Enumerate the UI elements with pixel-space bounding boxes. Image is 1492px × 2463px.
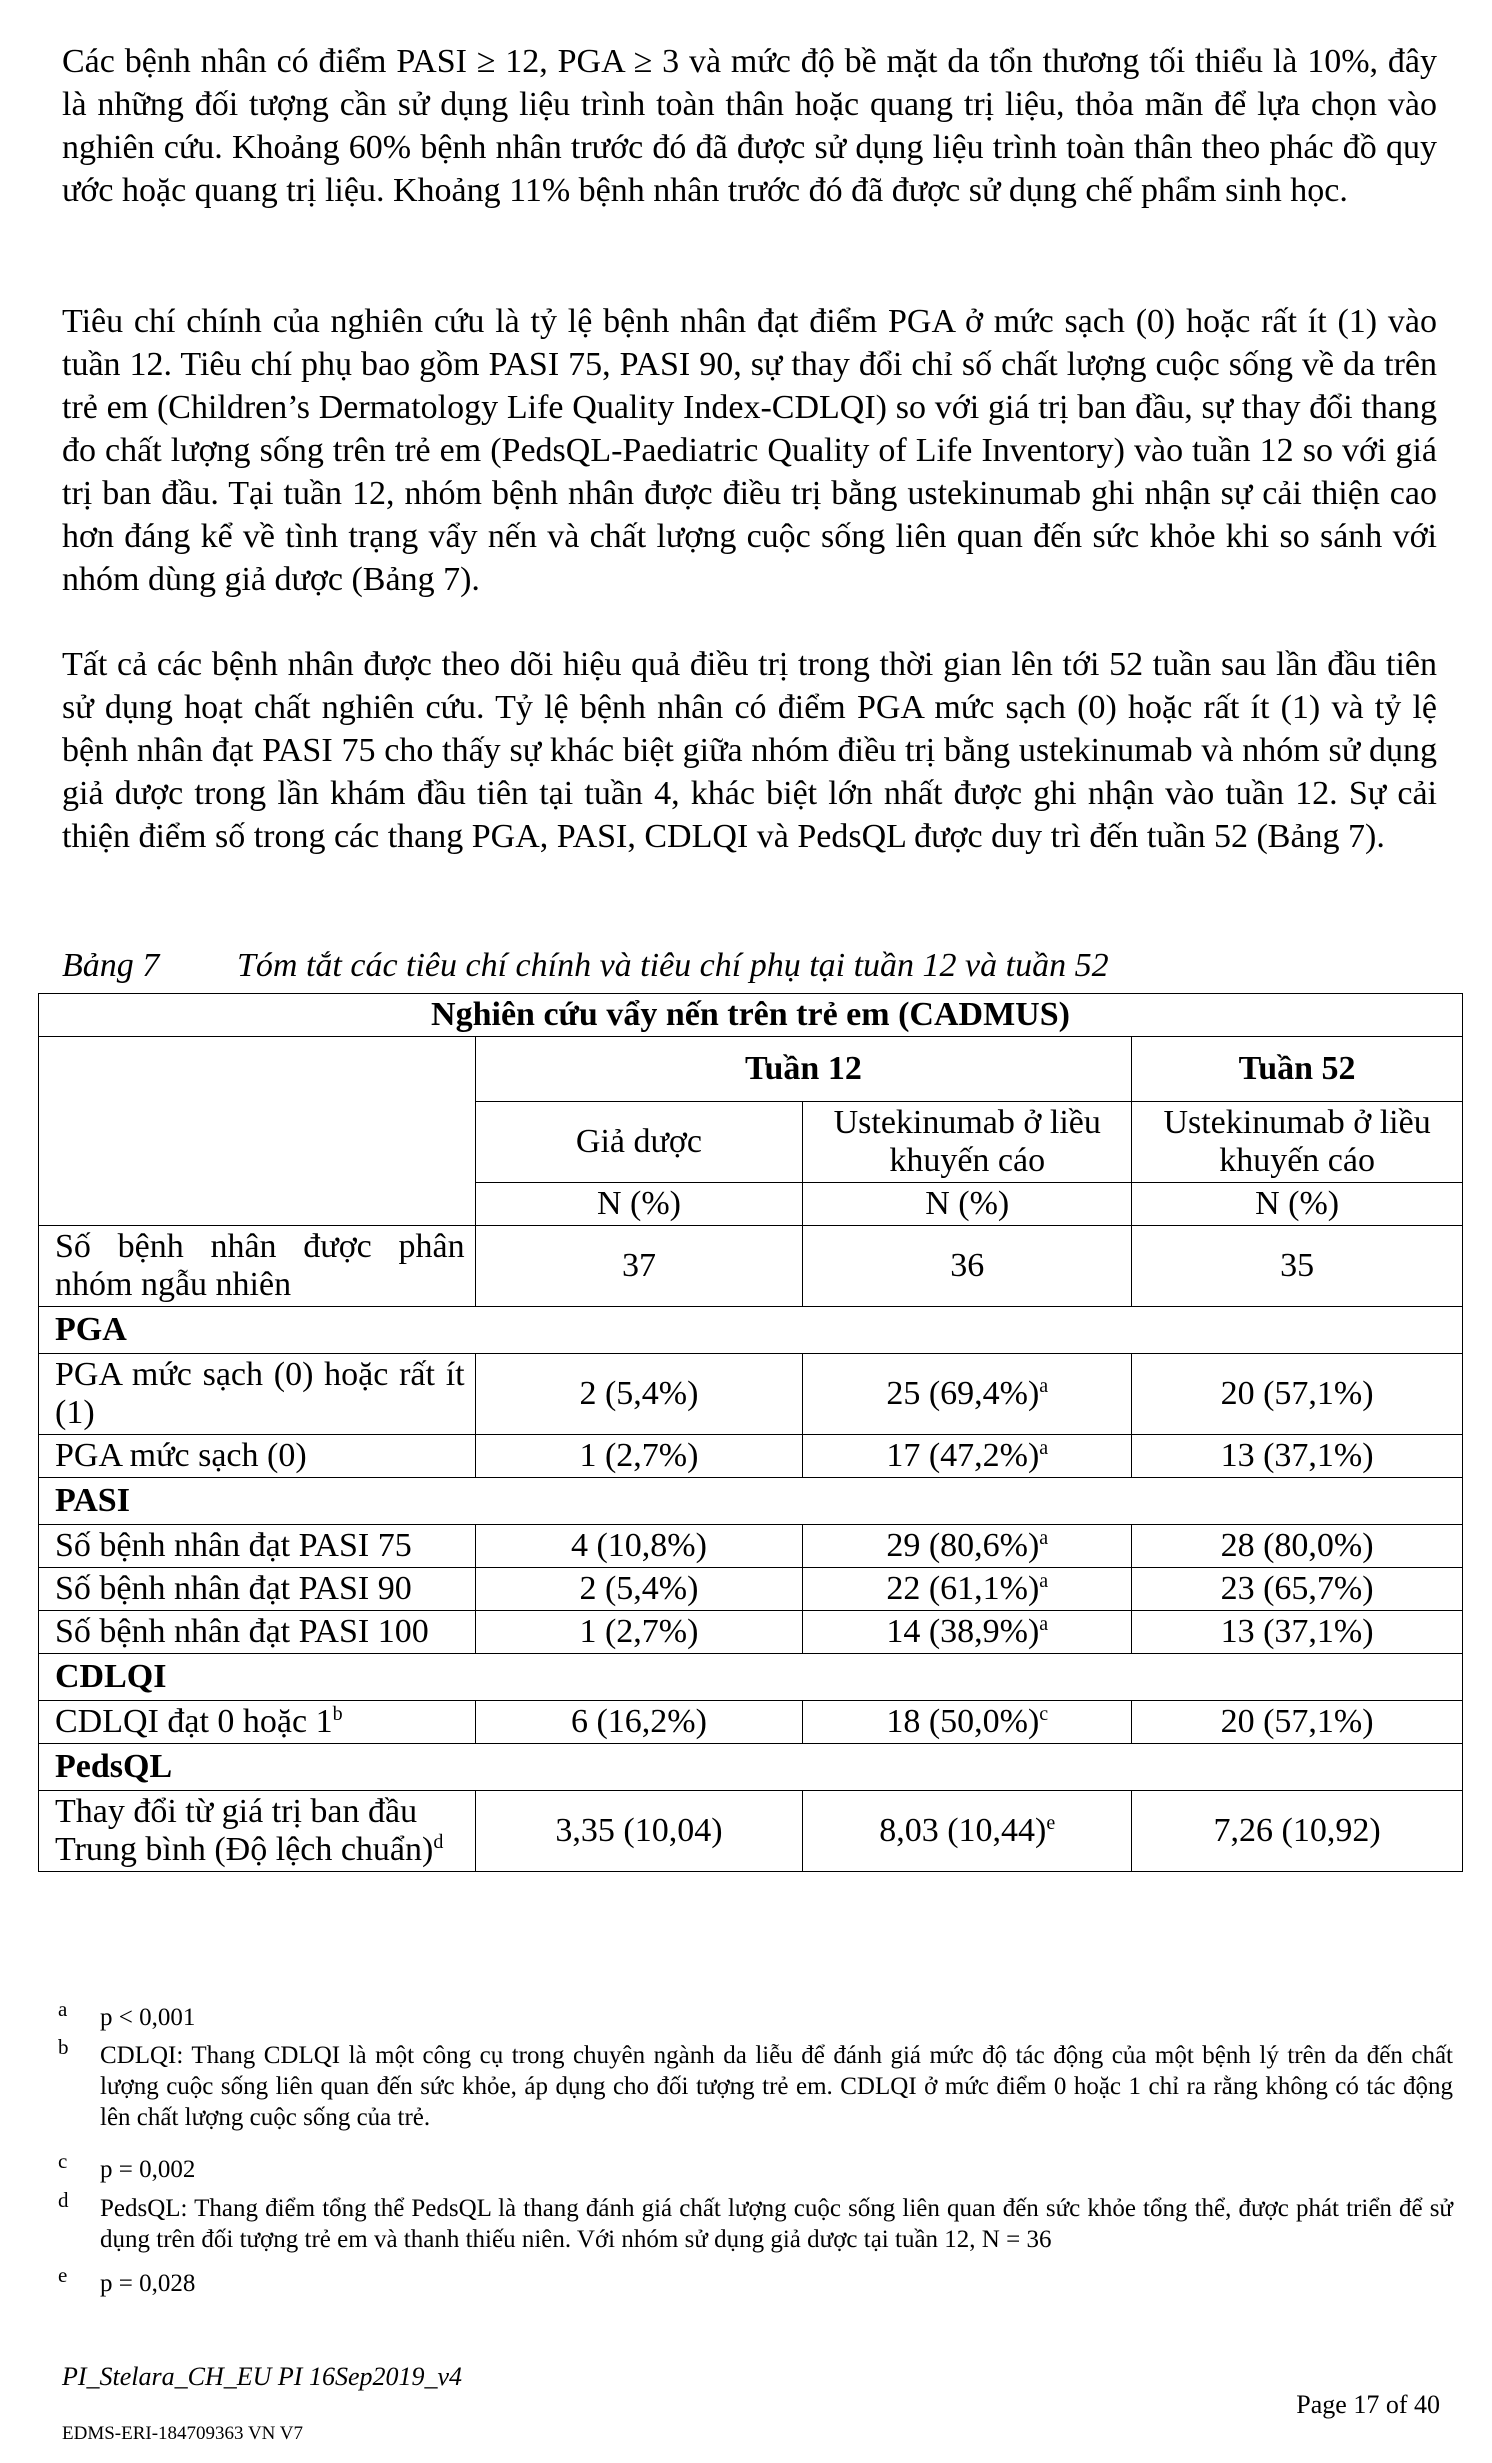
row-label: Số bệnh nhân đạt PASI 75 <box>39 1525 476 1568</box>
uste12-value: 25 $(69,4\%)^a$ <box>803 1354 1132 1435</box>
row-label: Số bệnh nhân đạt PASI 100 <box>39 1611 476 1654</box>
placebo-value: 2 (5,4%) <box>475 1354 803 1435</box>
week12-header: Tuần 12 <box>475 1037 1132 1102</box>
placebo-value: 4 (10,8%) <box>475 1525 803 1568</box>
table-row <box>39 1435 1463 1478</box>
footnote-ref: a <box>1039 1437 1049 1459</box>
placebo-value: 6 (16,2%) <box>475 1701 803 1744</box>
endpoints-paragraph: Tiêu chí chính của nghiên cứu là tỷ lệ bệnh nhân đạt điểm PGA ở mức sạch (0) hoặc rất ít (1) vào tuần 12. Tiêu chí phụ bao gồm PASI 75, PASI 90, sự thay đổi chỉ số chất lượng cuộc sống về da trên trẻ em (Children’s Dermatology Life Quality Index-CDLQI) so với giá trị ban đầu, sự thay đổi thang đo chất lượng sống trên trẻ em (PedsQL-Paediatric Quality of Life Inventory) vào tuần 12 so với giá trị ban đầu. Tại tuần 12, nhóm bệnh nhân được điều trị bằng ustekinumab ghi nhận sự cải thiện cao hơn đáng kể về tình trạng vẩy nến và chất lượng cuộc sống liên quan đến sức khỏe khi so sánh với nhóm dùng giả dược (Bảng 7). <box>62 303 1437 598</box>
header-empty-cell <box>39 1037 476 1226</box>
section-row <box>39 1744 1463 1791</box>
edms-id: EDMS-ERI-184709363 VN V7 <box>62 2423 304 2444</box>
table-row <box>39 1611 1463 1654</box>
row-label: PGA mức sạch (0) <box>39 1435 476 1478</box>
footnote-ref: a <box>1039 1570 1049 1592</box>
uste12-value: 36 <box>803 1226 1132 1307</box>
placebo-value: 2 (5,4%) <box>475 1568 803 1611</box>
week52-header: Tuần 52 <box>1132 1037 1463 1102</box>
unit-cell: N (%) <box>1132 1183 1463 1226</box>
uste12-header: Ustekinumab ở liều khuyến cáo <box>803 1102 1132 1183</box>
table-title-row <box>39 994 1463 1037</box>
footnote-d: d PedsQL: Thang điểm tổng thể PedsQL là thang đánh giá chất lượng cuộc sống liên quan đến sức khỏe tổng thể, được phát triển để sử dụng trên đối tượng trẻ em và thanh thiếu niên. Với nhóm sử dụng giả dược tại tuần 12, N = 36 <box>58 2188 1453 2253</box>
page-number: Page 17 of 40 <box>1296 2390 1440 2419</box>
table-header-row <box>39 1037 1463 1102</box>
section-row <box>39 1654 1463 1701</box>
row-label: Số bệnh nhân được phân nhóm ngẫu nhiên <box>39 1226 476 1307</box>
uste52-value: 13 (37,1%) <box>1132 1611 1463 1654</box>
section-heading-pedsql: PedsQL <box>39 1744 1463 1791</box>
uste52-value: 7,26 (10,92) <box>1132 1791 1463 1872</box>
results-table <box>38 993 1463 1872</box>
table-row <box>39 1568 1463 1611</box>
row-label: Số bệnh nhân đạt PASI 90 <box>39 1568 476 1611</box>
uste52-value: 23 (65,7%) <box>1132 1568 1463 1611</box>
placebo-value: 3,35 (10,04) <box>475 1791 803 1872</box>
uste52-value: 35 <box>1132 1226 1463 1307</box>
table-row <box>39 1226 1463 1307</box>
uste52-value: 28 (80,0%) <box>1132 1525 1463 1568</box>
table-caption-text: Tóm tắt các tiêu chí chính và tiêu chí phụ tại tuần 12 và tuần 52 <box>237 947 1109 984</box>
footnote-ref: b <box>332 1703 343 1725</box>
placebo-value: 1 (2,7%) <box>475 1611 803 1654</box>
uste12-value: 22 $(61,1\%)^a$ <box>803 1568 1132 1611</box>
placebo-value: 1 (2,7%) <box>475 1435 803 1478</box>
uste52-value: 13 (37,1%) <box>1132 1435 1463 1478</box>
uste12-value: 29 $(80,6\%)^a$ <box>803 1525 1132 1568</box>
uste52-value: 20 (57,1%) <box>1132 1701 1463 1744</box>
table-number: Bảng 7 <box>62 947 160 984</box>
table-row <box>39 1791 1463 1872</box>
table-row <box>39 1354 1463 1435</box>
footnote-ref: c <box>1039 1703 1049 1725</box>
footnote-e: e p = 0,028 <box>58 2263 196 2297</box>
row-label: PGA mức sạch (0) hoặc rất ít (1) <box>39 1354 476 1435</box>
table-title: Nghiên cứu vẩy nến trên trẻ em (CADMUS) <box>39 994 1463 1037</box>
section-heading-pasi: PASI <box>39 1478 1463 1525</box>
uste12-value: 17 $(47,2\%)^a$ <box>803 1435 1132 1478</box>
uste12-value: 18 $(50,0\%)^c$ <box>803 1701 1132 1744</box>
footnote-c: c p = 0,002 <box>58 2149 196 2183</box>
row-label: CDLQI đạt 0 hoặc 1$^b$ <box>39 1701 476 1744</box>
uste52-value: 20 (57,1%) <box>1132 1354 1463 1435</box>
document-id: PI_Stelara_CH_EU PI 16Sep2019_v4 <box>62 2362 463 2391</box>
footnote-ref: a <box>1039 1613 1049 1635</box>
uste12-value: 14 $(38,9\%)^a$ <box>803 1611 1132 1654</box>
footnote-ref: d <box>433 1831 444 1853</box>
footnote-b: b CDLQI: Thang CDLQI là một công cụ trong chuyên ngành da liễu để đánh giá mức độ tác động của một bệnh lý trên da đến chất lượng cuộc sống liên quan đến sức khỏe, áp dụng cho đối tượng trẻ em. CDLQI ở mức điểm 0 hoặc 1 chỉ ra rằng không có tác động lên chất lượng cuộc sống của trẻ. <box>58 2035 1453 2131</box>
intro-paragraph: Các bệnh nhân có điểm PASI ≥ 12, PGA ≥ 3 và mức độ bề mặt da tổn thương tối thiểu là 10%, đây là những đối tượng cần sử dụng liệu trình toàn thân hoặc quang trị liệu, thỏa mãn để lựa chọn vào nghiên cứu. Khoảng 60% bệnh nhân trước đó đã được sử dụng liệu trình toàn thân theo phác đồ quy ước hoặc quang trị liệu. Khoảng 11% bệnh nhân trước đó đã được sử dụng chế phẩm sinh học. <box>62 43 1437 209</box>
section-heading-pga: PGA <box>39 1307 1463 1354</box>
section-row <box>39 1307 1463 1354</box>
section-heading-cdlqi: CDLQI <box>39 1654 1463 1701</box>
placebo-header: Giả dược <box>475 1102 803 1183</box>
table-row <box>39 1525 1463 1568</box>
unit-cell: N (%) <box>803 1183 1132 1226</box>
uste12-value: 8,03 $(10,44)^e$ <box>803 1791 1132 1872</box>
row-label: Thay đổi từ giá trị ban đầu Trung bình (Độ lệch chuẩn)$^d$ <box>39 1791 476 1872</box>
table-row <box>39 1701 1463 1744</box>
footnote-ref: a <box>1039 1527 1049 1549</box>
footnote-ref: a <box>1039 1375 1049 1397</box>
uste52-header: Ustekinumab ở liều khuyến cáo <box>1132 1102 1463 1183</box>
followup-paragraph: Tất cả các bệnh nhân được theo dõi hiệu quả điều trị trong thời gian lên tới 52 tuần sau lần đầu tiên sử dụng hoạt chất nghiên cứu. Tỷ lệ bệnh nhân có điểm PGA mức sạch (0) hoặc rất ít (1) và tỷ lệ bệnh nhân đạt PASI 75 cho thấy sự khác biệt giữa nhóm điều trị bằng ustekinumab và nhóm sử dụng giả dược trong lần khám đầu tiên tại tuần 4, khác biệt lớn nhất được ghi nhận vào tuần 12. Sự cải thiện điểm số trong các thang PGA, PASI, CDLQI và PedsQL được duy trì đến tuần 52 (Bảng 7). <box>62 646 1437 855</box>
footnote-ref: e <box>1046 1812 1056 1834</box>
table-caption <box>62 947 1109 985</box>
unit-cell: N (%) <box>475 1183 803 1226</box>
placebo-value: 37 <box>475 1226 803 1307</box>
section-row <box>39 1478 1463 1525</box>
footnote-a: a p < 0,001 <box>58 1997 196 2031</box>
